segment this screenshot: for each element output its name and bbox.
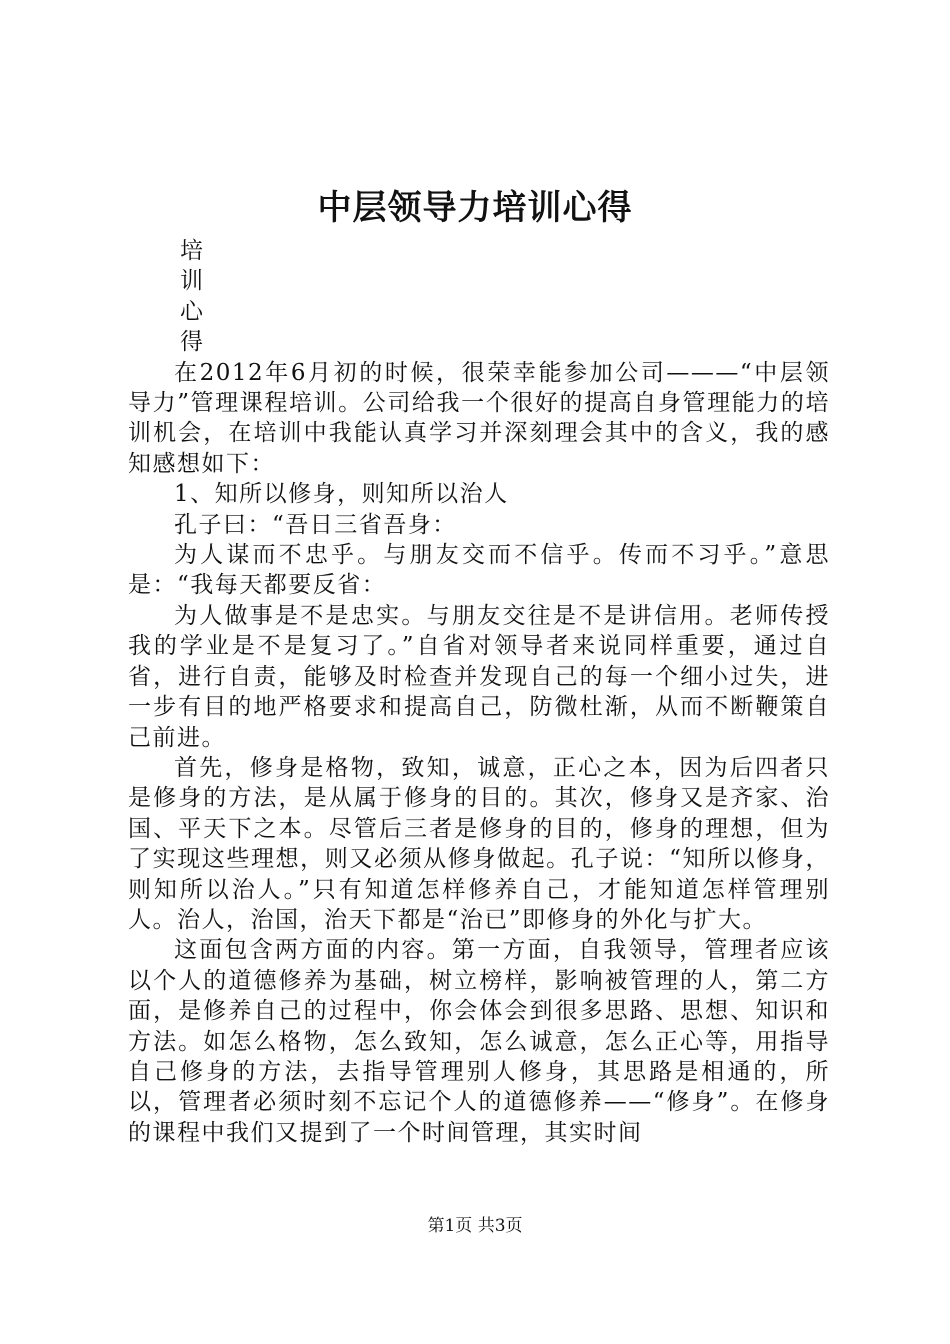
document-body: [128, 236, 830, 1148]
vertical-heading: [180, 236, 830, 358]
section-heading: 1、知所以修身，则知所以治人: [174, 481, 509, 508]
vertical-heading-char: 培: [180, 238, 205, 264]
body-paragraph: 这面包含两方面的内容。第一方面，自我领导，管理者应该以个人的道德修养为基础，树立榜样，影响被管理的人，第二方面，是修养自己的过程中，你会体会到很多思路、思想、知识和方法。如怎么格物，怎么致知，怎么诚意，怎么正心等，用指导自己修身的方法，去指导管理别人修身，其思路是相通的，所以，管理者必须时刻不忘记个人的道德修养——“修身”。在修身的课程中我们又提到了一个时间管理，其实时间: [128, 937, 830, 1146]
body-paragraph: 首先，修身是格物，致知，诚意，正心之本，因为后四者只是修身的方法，是从属于修身的目的。其次，修身又是齐家、治国、平天下之本。尽管后三者是修身的目的，修身的理想，但为了实现这些理想，则又必须从修身做起。孔子说：“知所以修身，则知所以治人。”只有知道怎样修养自己，才能知道怎样管理别人。治人，治国，治天下都是“治已”即修身的外化与扩大。: [128, 754, 830, 933]
document-title: 中层领导力培训心得: [317, 188, 633, 228]
vertical-heading-char: 心: [180, 298, 205, 325]
body-paragraph: 孔子曰：“吾日三省吾身：: [174, 511, 457, 538]
vertical-heading-char: 训: [180, 268, 205, 295]
body-paragraph: 在2012年6月初的时候，很荣幸能参加公司———“中层领导力”管理课程培训。公司给我一个很好的提高自身管理能力的培训机会，在培训中我能认真学习并深刻理会其中的含义，我的感知感想如下：: [128, 359, 830, 477]
body-paragraph: 为人做事是不是忠实。与朋友交往是不是讲信用。老师传授我的学业是不是复习了。”自省对领导者来说同样重要，通过自省，进行自责，能够及时检查并发现自己的每一个细小过失，进一步有目的地严格要求和提高自己，防微杜渐，从而不断鞭策自己前进。: [128, 602, 830, 751]
page-number-footer: 第1页 共3页: [427, 1216, 523, 1236]
vertical-heading-char: 得: [180, 329, 205, 356]
body-paragraph: 为人谋而不忠乎。与朋友交而不信乎。传而不习乎。”意思是：“我每天都要反省：: [128, 542, 830, 599]
